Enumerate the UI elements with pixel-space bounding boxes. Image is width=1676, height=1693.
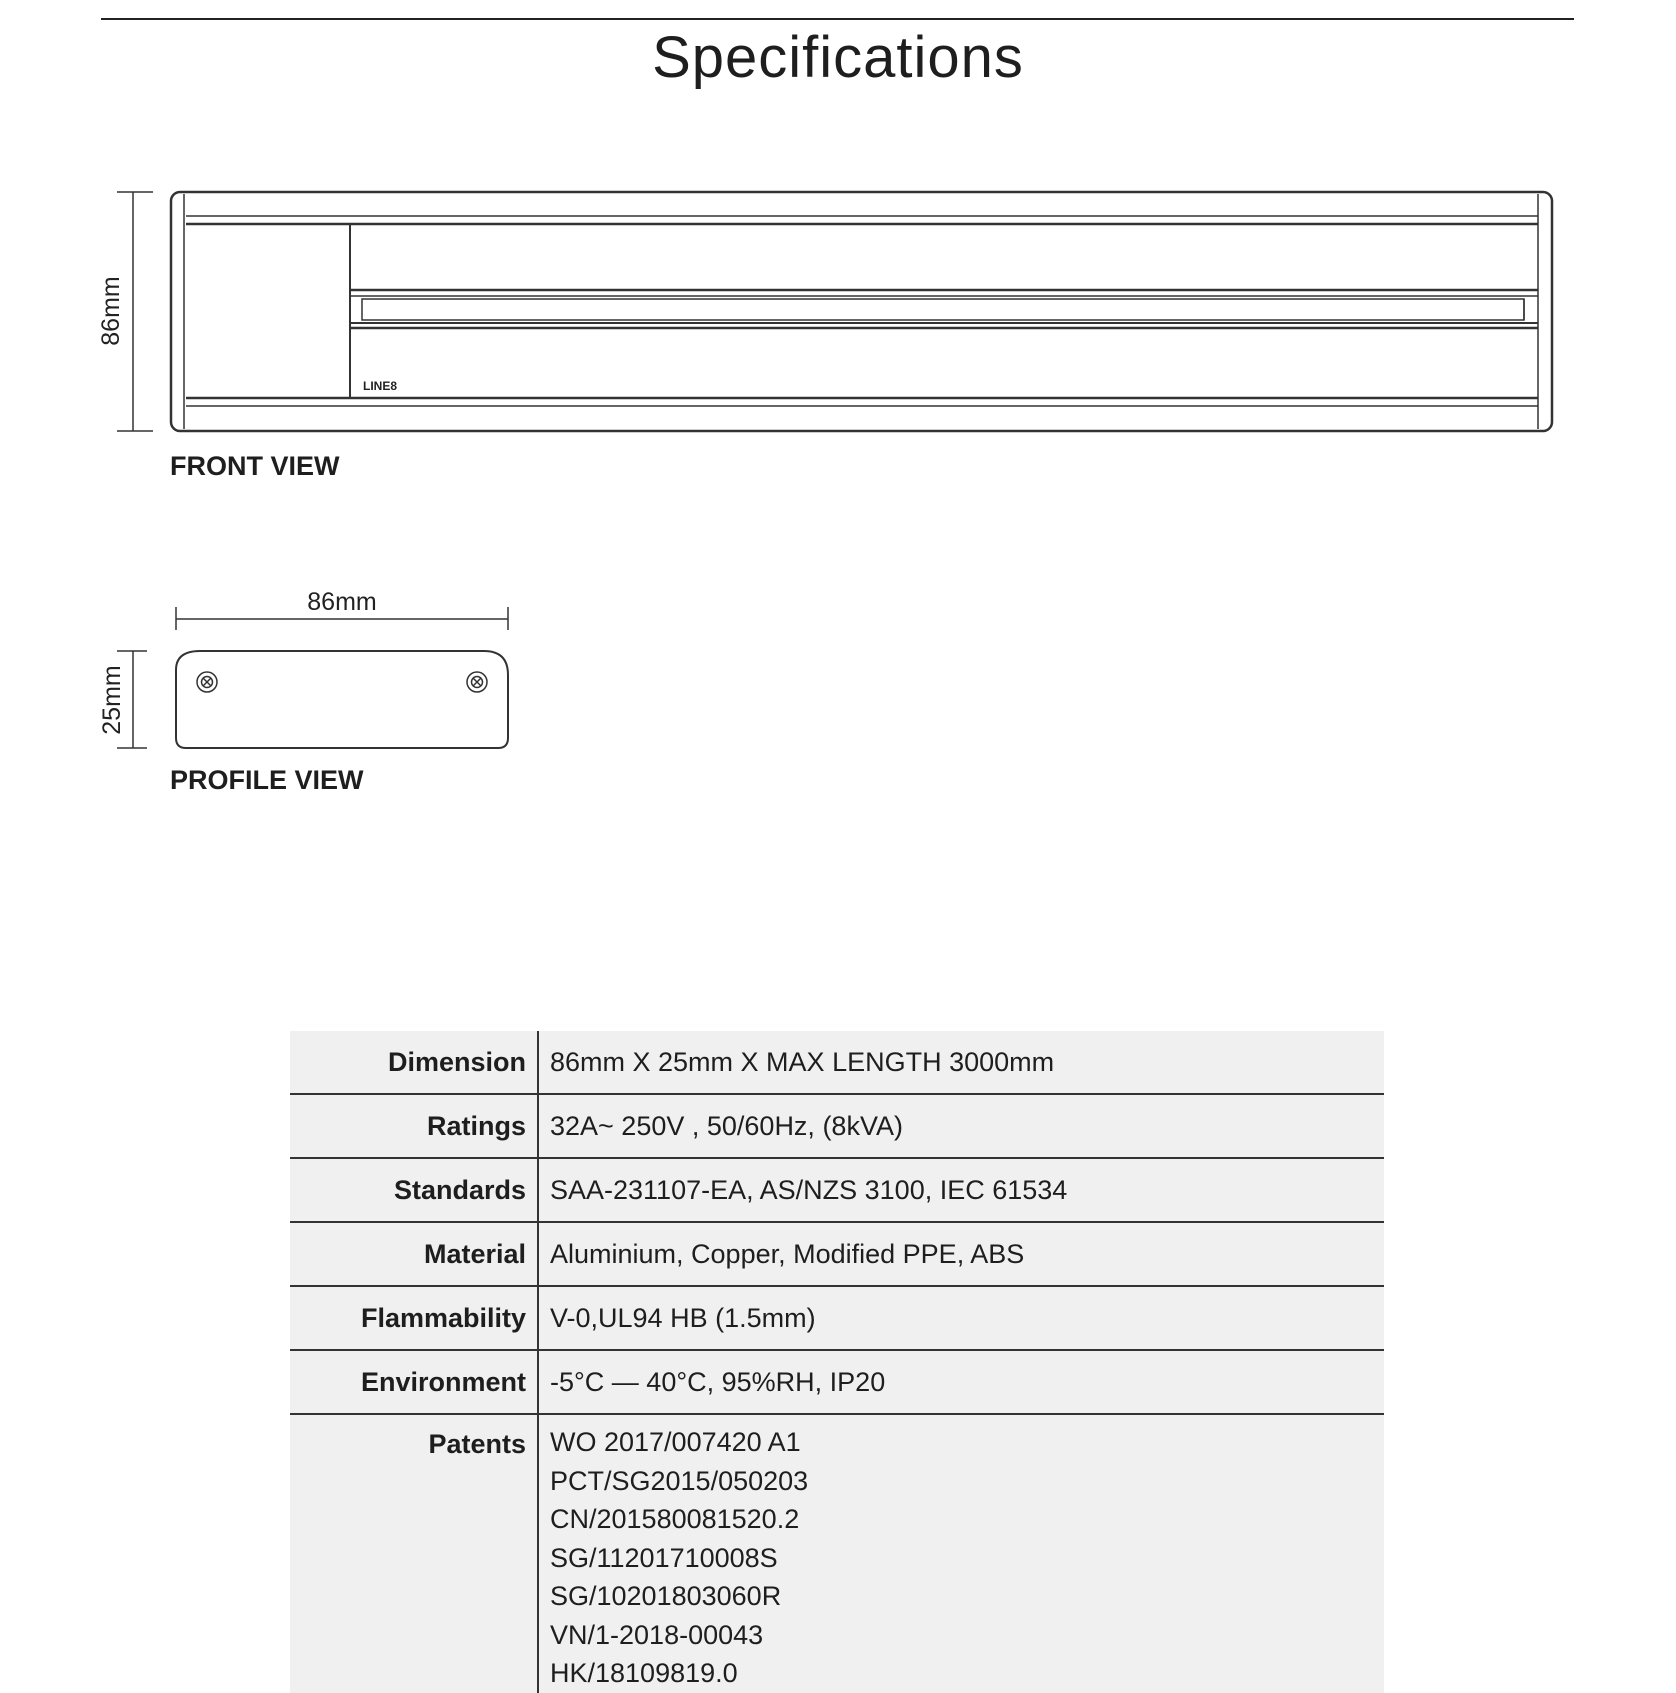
spec-label: Environment <box>290 1350 538 1414</box>
front-dimension-height: 86mm <box>97 276 125 346</box>
spec-value: Aluminium, Copper, Modified PPE, ABS <box>538 1222 1384 1286</box>
table-row <box>290 1031 1384 1094</box>
spec-value: SAA-231107-EA, AS/NZS 3100, IEC 61534 <box>538 1158 1384 1222</box>
patent-list <box>538 1414 1384 1693</box>
spec-value: 86mm X 25mm X MAX LENGTH 3000mm <box>538 1031 1384 1094</box>
profile-view-label: PROFILE VIEW <box>170 765 364 795</box>
patent-number: WO 2017/007420 A1 <box>550 1427 801 1457</box>
table-row <box>290 1286 1384 1350</box>
specifications-table <box>290 1031 1384 1693</box>
table-row <box>290 1222 1384 1286</box>
spec-label: Material <box>290 1222 538 1286</box>
patent-number: CN/201580081520.2 <box>550 1504 800 1534</box>
table-row <box>290 1094 1384 1158</box>
patent-number: SG/10201803060R <box>550 1581 782 1611</box>
screw-icon-left <box>197 672 217 692</box>
spec-label: Flammability <box>290 1286 538 1350</box>
table-row <box>290 1158 1384 1222</box>
patent-number: PCT/SG2015/050203 <box>550 1465 809 1496</box>
spec-label: Dimension <box>290 1031 538 1094</box>
line8-logo: LINE8 <box>363 379 398 393</box>
track-slot <box>362 299 1524 320</box>
profile-body-outline <box>176 651 508 748</box>
profile-dimension-width: 86mm <box>307 588 377 616</box>
spec-label: Ratings <box>290 1094 538 1158</box>
patent-number: HK/18109819.0 <box>550 1658 738 1688</box>
spec-value: -5°C — 40°C, 95%RH, IP20 <box>538 1350 1384 1414</box>
spec-value: 32A~ 250V , 50/60Hz, (8kVA) <box>538 1094 1384 1158</box>
profile-dimension-height: 25mm <box>98 665 126 735</box>
front-view-label: FRONT VIEW <box>170 451 340 481</box>
patent-number: SG/11201710008S <box>550 1542 778 1573</box>
patent-number: VN/1-2018-00043 <box>550 1619 764 1650</box>
spec-label: Patents <box>290 1414 538 1693</box>
table-row-patents <box>290 1414 1384 1693</box>
page-title: Specifications <box>652 25 1024 90</box>
table-row <box>290 1350 1384 1414</box>
front-body-outline <box>171 192 1552 431</box>
front-view-drawing <box>0 0 1676 480</box>
spec-value: V-0,UL94 HB (1.5mm) <box>538 1286 1384 1350</box>
profile-view-drawing <box>0 570 560 770</box>
screw-icon-right <box>467 672 487 692</box>
spec-label: Standards <box>290 1158 538 1222</box>
